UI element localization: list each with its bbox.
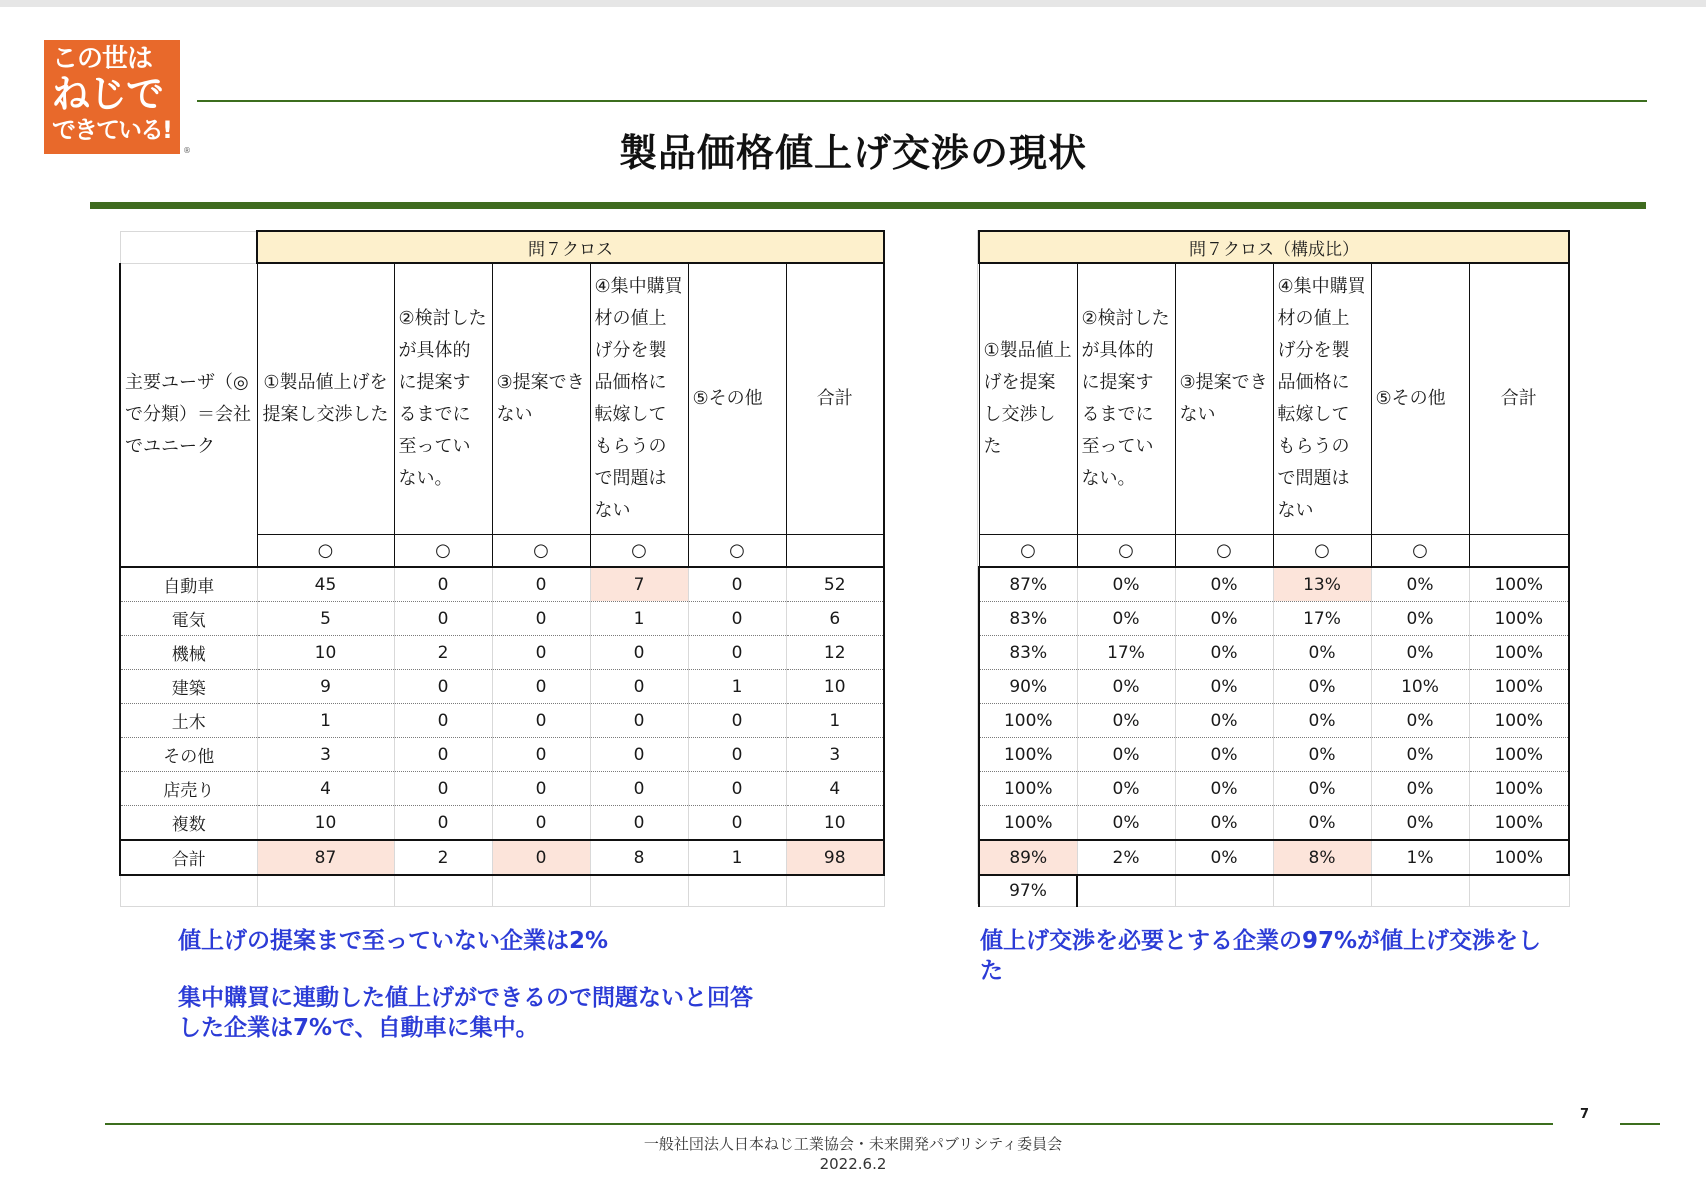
circle-marker: ○: [979, 535, 1077, 568]
column-header: ④集中購買材の値上げ分を製品価格に転嫁してもらうので問題はない: [590, 263, 688, 535]
cell: 0: [492, 636, 590, 670]
cell: 83%: [979, 636, 1077, 670]
cell: 0%: [1077, 738, 1175, 772]
title-rule: [90, 202, 1646, 209]
row-label: 電気: [120, 602, 257, 636]
table-row: [120, 567, 884, 602]
ratio-table-header: 問７クロス（構成比）: [979, 231, 1569, 263]
circle-marker: ○: [1273, 535, 1371, 568]
cell: 0%: [1273, 636, 1371, 670]
circle-marker: [1469, 535, 1569, 568]
empty-cell: [1175, 875, 1273, 907]
column-header: 合計: [786, 263, 884, 535]
page-number: 7: [1580, 1107, 1590, 1122]
empty-cell: [257, 875, 394, 907]
cell: 10: [786, 806, 884, 841]
table-row: [979, 567, 1569, 602]
logo-line-3: できている!: [52, 116, 171, 144]
row-label-header: 主要ユーザ（◎で分類）＝会社でユニーク: [120, 263, 257, 567]
cell: 0%: [1175, 567, 1273, 602]
empty-cell: [120, 875, 257, 907]
cell: 10: [257, 806, 394, 841]
cell: 12: [786, 636, 884, 670]
cell: 100%: [979, 772, 1077, 806]
table-row: [120, 602, 884, 636]
cell: 0: [492, 704, 590, 738]
table-row: [120, 772, 884, 806]
circle-marker: ○: [394, 535, 492, 568]
cell: 0: [590, 636, 688, 670]
circle-marker: ○: [1077, 535, 1175, 568]
cell: 6: [786, 602, 884, 636]
cell: 0%: [1175, 704, 1273, 738]
cell: 8%: [1273, 840, 1371, 875]
column-header: ④集中購買材の値上げ分を製品価格に転嫁してもらうので問題はない: [1273, 263, 1371, 535]
cell: 4: [257, 772, 394, 806]
table-row: [979, 602, 1569, 636]
cell: 0%: [1273, 772, 1371, 806]
cell: 0%: [1077, 772, 1175, 806]
cell: 17%: [1077, 636, 1175, 670]
cell: 0%: [1175, 636, 1273, 670]
row-label: その他: [120, 738, 257, 772]
empty-cell: [1077, 875, 1175, 907]
cell: 0%: [1175, 806, 1273, 841]
cell: 0%: [1371, 772, 1469, 806]
cell: 13%: [1273, 567, 1371, 602]
cell: 0: [590, 806, 688, 841]
cell: 0%: [1077, 602, 1175, 636]
cell: 0%: [1175, 772, 1273, 806]
cell: 0: [590, 670, 688, 704]
cell: 0: [590, 738, 688, 772]
cell: 0: [492, 806, 590, 841]
cell: 1: [688, 840, 786, 875]
table-row: [120, 670, 884, 704]
logo-line-2: ねじで: [52, 72, 164, 116]
logo-line-1: この世は: [52, 44, 153, 74]
cell: 87: [257, 840, 394, 875]
cell: 0: [492, 772, 590, 806]
cell: 0%: [1077, 704, 1175, 738]
cell: 1: [688, 670, 786, 704]
cell: 0%: [1273, 670, 1371, 704]
cell: 0%: [1175, 602, 1273, 636]
row-label: 自動車: [120, 567, 257, 602]
row-label: 複数: [120, 806, 257, 841]
page-title: 製品価格値上げ交渉の現状: [618, 131, 1087, 175]
cell: 100%: [1469, 806, 1569, 841]
cell: 10%: [1371, 670, 1469, 704]
column-header: ①製品値上げを提案し交渉した: [257, 263, 394, 535]
column-header: ②検討したが具体的に提案するまでに至っていない。: [1077, 263, 1175, 535]
cell: 1: [257, 704, 394, 738]
note-left-2: 集中購買に連動した値上げができるので問題ないと回答した企業は7%で、自動車に集中。: [178, 985, 753, 1041]
table-row: [979, 738, 1569, 772]
cell: 100%: [979, 704, 1077, 738]
column-header: 合計: [1469, 263, 1569, 535]
cell: 100%: [1469, 670, 1569, 704]
cell: 0%: [1077, 670, 1175, 704]
cell: 100%: [1469, 738, 1569, 772]
total-row: [120, 840, 884, 875]
cell: 1: [590, 602, 688, 636]
cell: 0: [688, 602, 786, 636]
circle-marker: ○: [688, 535, 786, 568]
cell: 0%: [1077, 567, 1175, 602]
empty-cell: [394, 875, 492, 907]
cell: 45: [257, 567, 394, 602]
cell: 0: [394, 704, 492, 738]
cell: 0: [492, 670, 590, 704]
cell: 0%: [1371, 602, 1469, 636]
note-right-1: 値上げ交渉を必要とする企業の97%が値上げ交渉をした: [980, 928, 1542, 984]
circle-marker: ○: [1175, 535, 1273, 568]
top-bar: [0, 0, 1706, 7]
cell: 0%: [1077, 806, 1175, 841]
footer-date: 2022.6.2: [819, 1155, 887, 1173]
cell: 98: [786, 840, 884, 875]
cell: 0: [492, 840, 590, 875]
cell: 100%: [1469, 704, 1569, 738]
count-table: [119, 230, 885, 907]
cell: 2%: [1077, 840, 1175, 875]
circle-marker: ○: [590, 535, 688, 568]
cell: 0: [394, 806, 492, 841]
column-header: ②検討したが具体的に提案するまでに至っていない。: [394, 263, 492, 535]
cell: 0: [688, 806, 786, 841]
cell: 0: [492, 602, 590, 636]
row-label: 店売り: [120, 772, 257, 806]
row-label: 建築: [120, 670, 257, 704]
cell: 1%: [1371, 840, 1469, 875]
cell: 100%: [979, 738, 1077, 772]
cell: 0: [688, 567, 786, 602]
negotiated-share-cell: 97%: [979, 875, 1077, 907]
row-label: 機械: [120, 636, 257, 670]
ratio-table: [978, 230, 1570, 907]
cell: 0: [394, 738, 492, 772]
cell: 9: [257, 670, 394, 704]
table-row: [120, 636, 884, 670]
footer-rule: [105, 1123, 1553, 1125]
cell: 0: [590, 704, 688, 738]
cell: 3: [786, 738, 884, 772]
table-row: [979, 670, 1569, 704]
cell: 0: [394, 772, 492, 806]
cell: 0: [688, 704, 786, 738]
empty-cell: [492, 875, 590, 907]
footer-org: 一般社団法人日本ねじ工業協会・未来開発パブリシティ委員会: [643, 1135, 1063, 1153]
count-table-header: 問７クロス: [257, 231, 884, 263]
cell: 4: [786, 772, 884, 806]
cell: 0%: [1371, 738, 1469, 772]
cell: 2: [394, 636, 492, 670]
cell: 100%: [1469, 636, 1569, 670]
column-header: ①製品値上げを提案し交渉した: [979, 263, 1077, 535]
row-label: 合計: [120, 840, 257, 875]
empty-cell: [1273, 875, 1371, 907]
cell: 0: [394, 602, 492, 636]
cell: 0: [688, 636, 786, 670]
cell: 0%: [1273, 806, 1371, 841]
cell: 10: [786, 670, 884, 704]
cell: 87%: [979, 567, 1077, 602]
cell: 83%: [979, 602, 1077, 636]
table-row: [120, 704, 884, 738]
cell: 0: [492, 567, 590, 602]
cell: 10: [257, 636, 394, 670]
empty-cell: [688, 875, 786, 907]
registered-mark: ®: [183, 146, 191, 155]
table-row: [979, 704, 1569, 738]
cell: 0%: [1273, 704, 1371, 738]
cell: 8: [590, 840, 688, 875]
cell: 90%: [979, 670, 1077, 704]
cell: 0: [394, 670, 492, 704]
cell: 0: [688, 738, 786, 772]
cell: 0%: [1371, 704, 1469, 738]
cell: 1: [786, 704, 884, 738]
empty-cell: [786, 875, 884, 907]
cell: 0%: [1273, 738, 1371, 772]
cell: 0%: [1371, 636, 1469, 670]
table-row: [979, 636, 1569, 670]
cell: 0%: [1175, 738, 1273, 772]
table-row: [979, 772, 1569, 806]
cell: 2: [394, 840, 492, 875]
column-header: ③提案できない: [492, 263, 590, 535]
cell: 0%: [1175, 840, 1273, 875]
empty-cell: [1469, 875, 1569, 907]
cell: 0: [394, 567, 492, 602]
cell: 0: [590, 772, 688, 806]
cell: 0%: [1371, 806, 1469, 841]
empty-cell: [590, 875, 688, 907]
cell: 100%: [1469, 840, 1569, 875]
circle-marker: [786, 535, 884, 568]
header-rule: [197, 100, 1647, 102]
table-row: [979, 806, 1569, 841]
corner-cell: [120, 231, 257, 263]
cell: 7: [590, 567, 688, 602]
cell: 0%: [1175, 670, 1273, 704]
column-header: ⑤その他: [688, 263, 786, 535]
circle-marker: ○: [257, 535, 394, 568]
total-row: [979, 840, 1569, 875]
empty-cell: [1371, 875, 1469, 907]
table-row: [120, 738, 884, 772]
cell: 0%: [1371, 567, 1469, 602]
column-header: ③提案できない: [1175, 263, 1273, 535]
footer-rule-right: [1620, 1123, 1660, 1125]
cell: 0: [688, 772, 786, 806]
table-gap: [883, 230, 978, 904]
cell: 17%: [1273, 602, 1371, 636]
cell: 100%: [1469, 602, 1569, 636]
circle-marker: ○: [1371, 535, 1469, 568]
cell: 3: [257, 738, 394, 772]
cell: 0: [492, 738, 590, 772]
circle-marker: ○: [492, 535, 590, 568]
row-label: 土木: [120, 704, 257, 738]
cell: 5: [257, 602, 394, 636]
column-header: ⑤その他: [1371, 263, 1469, 535]
cell: 100%: [979, 806, 1077, 841]
table-row: [120, 806, 884, 841]
cell: 52: [786, 567, 884, 602]
note-left-1: 値上げの提案まで至っていない企業は2%: [178, 928, 609, 954]
cell: 100%: [1469, 567, 1569, 602]
cell: 89%: [979, 840, 1077, 875]
cell: 100%: [1469, 772, 1569, 806]
